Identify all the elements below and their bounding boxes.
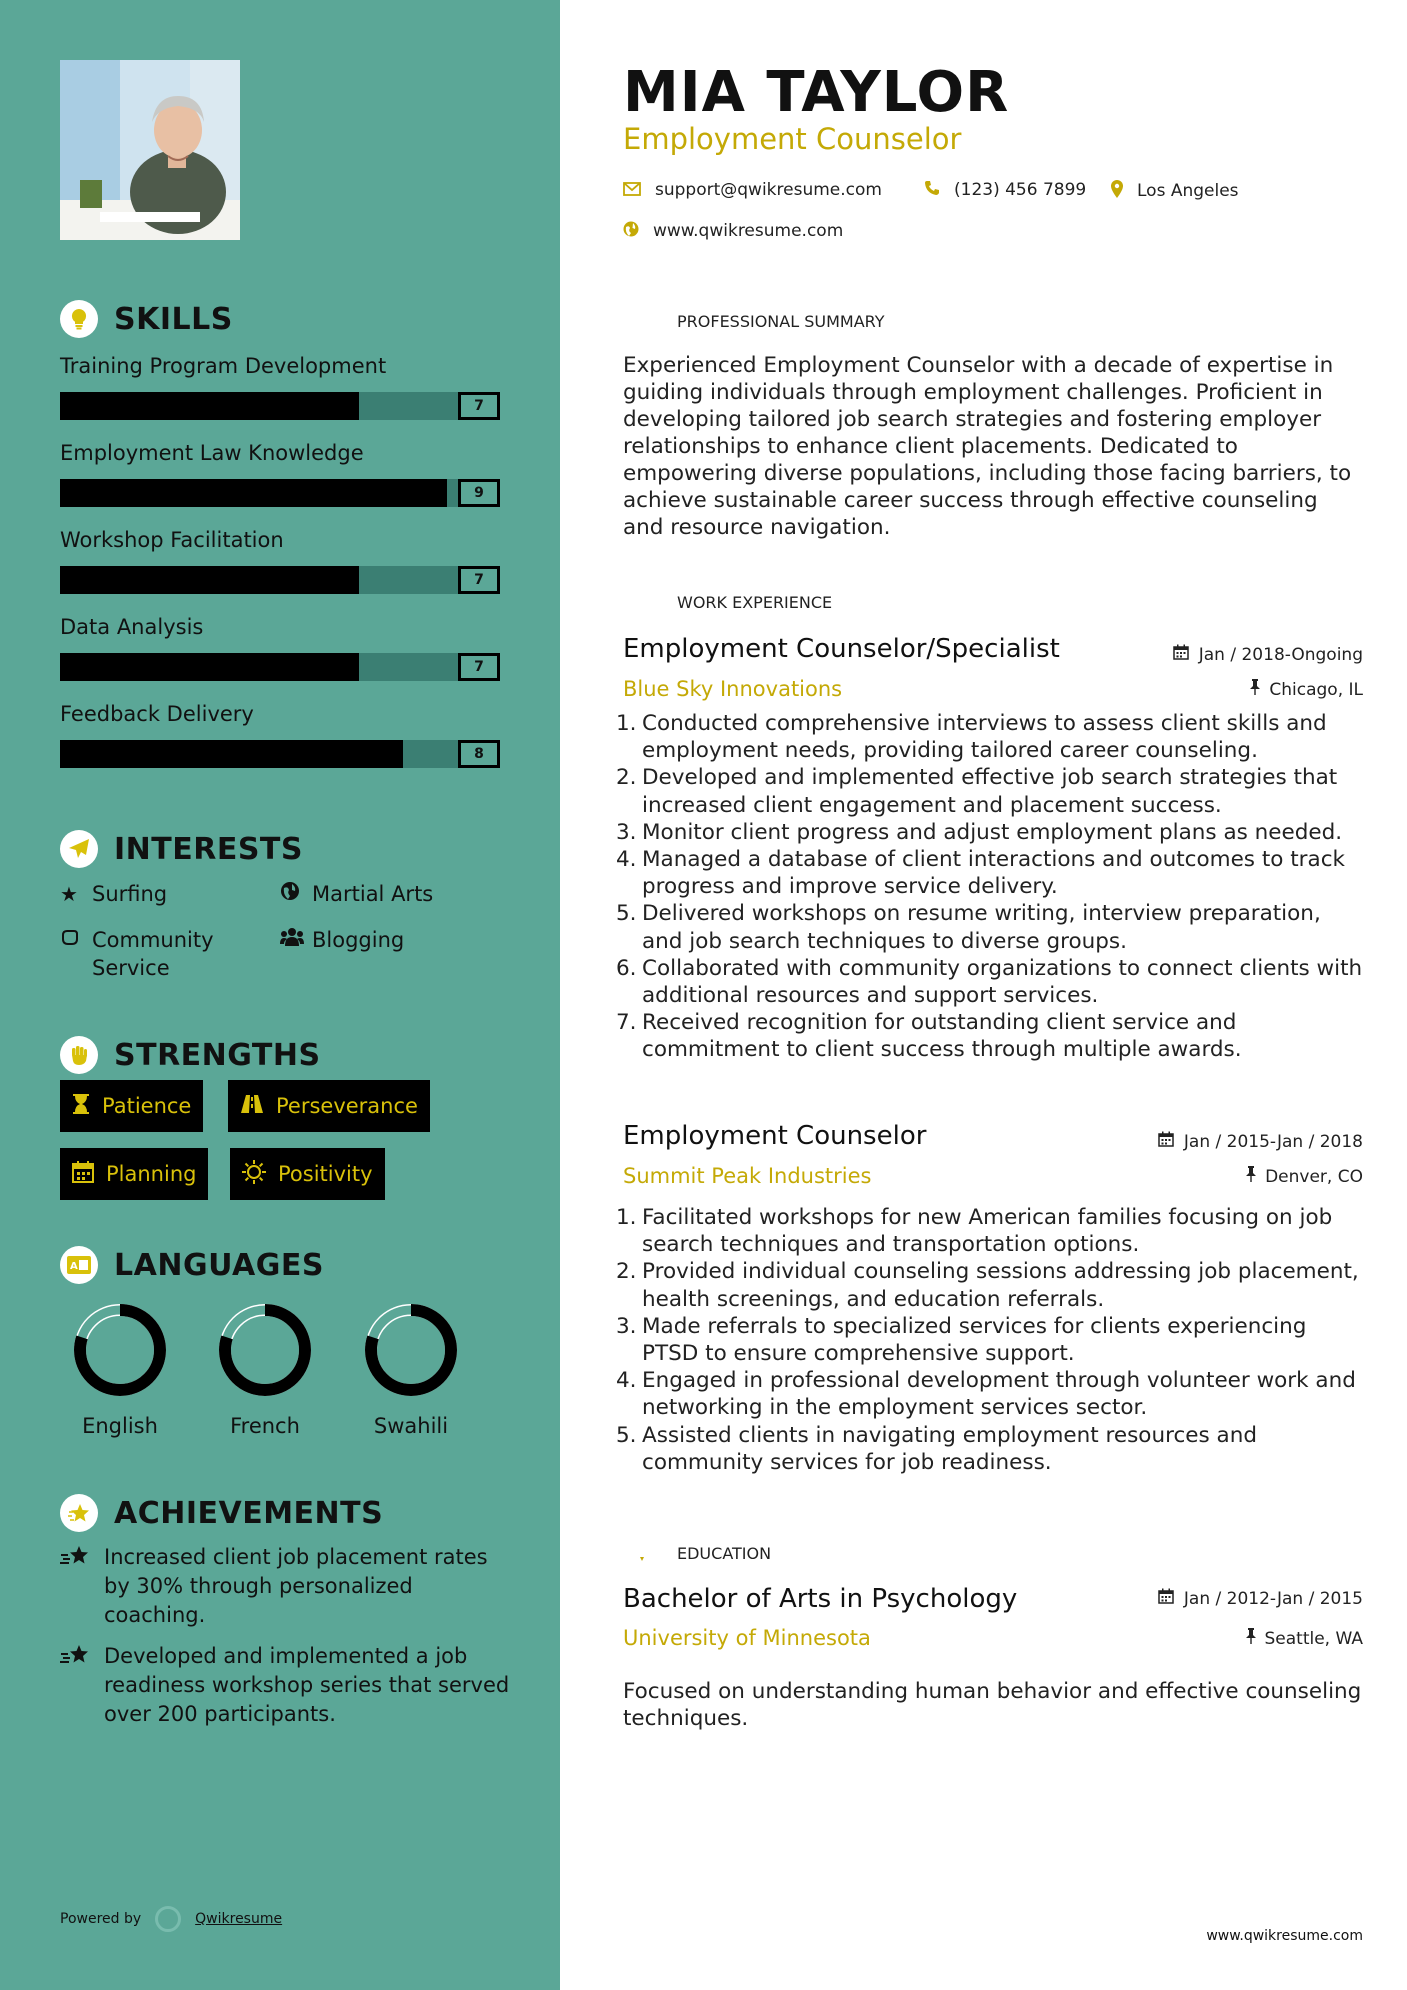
profile-photo bbox=[60, 60, 240, 240]
skills-header bbox=[60, 300, 233, 338]
skill-label: Feedback Delivery bbox=[60, 702, 254, 726]
skill-bar bbox=[60, 740, 500, 768]
achievements-title: ACHIEVEMENTS bbox=[114, 1495, 384, 1531]
interest-blogging bbox=[280, 926, 404, 954]
pushpin-icon bbox=[1249, 679, 1261, 700]
achievement-text: Increased client job placement rates by 30% through personalized coaching. bbox=[104, 1545, 488, 1627]
skill-row bbox=[60, 611, 500, 681]
calendar-icon bbox=[1158, 1131, 1174, 1152]
interest-label: Surfing bbox=[92, 882, 168, 906]
skill-row bbox=[60, 524, 500, 594]
languages-header bbox=[60, 1246, 324, 1284]
skill-level-badge: 9 bbox=[458, 479, 500, 507]
map-pin-icon bbox=[1111, 180, 1123, 202]
calendar-icon bbox=[1158, 1588, 1174, 1609]
bullet-number: 4. bbox=[616, 847, 637, 873]
skill-level-badge: 7 bbox=[458, 566, 500, 594]
skill-bar bbox=[60, 566, 500, 594]
bullet-text: Provided individual counseling sessions addressing job placement, health screenings, and education referrals. bbox=[642, 1259, 1359, 1312]
language-label: French bbox=[230, 1414, 300, 1438]
language-item bbox=[65, 1300, 175, 1438]
strengths-header bbox=[60, 1036, 321, 1074]
language-level-ring bbox=[70, 1300, 170, 1400]
education-degree: Bachelor of Arts in Psychology bbox=[623, 1584, 1018, 1614]
calendar-icon bbox=[1173, 644, 1189, 665]
experience-title: WORK EXPERIENCE bbox=[677, 592, 833, 612]
contact-location bbox=[1111, 180, 1239, 202]
bullet-number: 1. bbox=[616, 711, 637, 736]
interest-community-service bbox=[60, 926, 270, 982]
shooting-star-icon bbox=[60, 1543, 90, 1630]
interests-title: INTERESTS bbox=[114, 831, 303, 867]
skill-level-badge: 7 bbox=[458, 392, 500, 420]
bullet-text: Developed and implemented effective job search strategies that increased client engagement and placement success. bbox=[642, 765, 1338, 818]
bullet-number: 5. bbox=[616, 1422, 637, 1448]
job-location bbox=[1245, 1166, 1363, 1187]
website-link[interactable]: www.qwikresume.com bbox=[653, 221, 844, 241]
job-bullet bbox=[616, 846, 1366, 900]
achievement-item bbox=[60, 1543, 510, 1630]
bullet-number: 1. bbox=[616, 1205, 637, 1230]
job-company: Blue Sky Innovations bbox=[623, 677, 843, 701]
languages-title: LANGUAGES bbox=[114, 1247, 324, 1283]
bullet-text: Collaborated with community organizations to connect clients with additional resources and support services. bbox=[642, 955, 1363, 1009]
footer-url[interactable]: www.qwikresume.com bbox=[1206, 1928, 1363, 1944]
skill-label: Workshop Facilitation bbox=[60, 528, 284, 552]
job-bullet bbox=[616, 955, 1366, 1009]
job-date bbox=[1173, 644, 1363, 665]
education-title: EDUCATION bbox=[677, 1543, 772, 1563]
bullet-number: 2. bbox=[616, 1259, 637, 1285]
language-label: English bbox=[82, 1414, 158, 1438]
bullet-text: Received recognition for outstanding client service and commitment to client success through multiple awards. bbox=[642, 1010, 1242, 1063]
job-bullet bbox=[616, 710, 1366, 764]
globe-icon bbox=[280, 880, 302, 908]
strength-chip-perseverance bbox=[228, 1080, 430, 1132]
skill-bar-fill bbox=[60, 740, 403, 768]
pushpin-icon bbox=[1245, 1628, 1257, 1649]
achievement-text: Developed and implemented a job readiness workshop series that served over 200 participants. bbox=[104, 1644, 510, 1726]
bullet-number: 6. bbox=[616, 955, 637, 981]
job-bullet bbox=[616, 1204, 1366, 1258]
qwikresume-link[interactable]: Qwikresume bbox=[195, 1911, 283, 1927]
user-icon bbox=[623, 302, 661, 340]
job-bullet bbox=[616, 1367, 1366, 1421]
contact-email bbox=[623, 180, 882, 200]
phone-icon bbox=[924, 180, 940, 200]
fist-icon bbox=[60, 1036, 98, 1074]
bullet-number: 3. bbox=[616, 1313, 637, 1339]
bullet-number: 7. bbox=[616, 1010, 637, 1036]
job-bullet bbox=[616, 764, 1366, 818]
bullet-text: Managed a database of client interactions and outcomes to track progress and improve service delivery. bbox=[642, 847, 1345, 900]
road-icon bbox=[240, 1094, 264, 1119]
briefcase-chair-icon bbox=[623, 583, 661, 621]
education-date-text: Jan / 2012-Jan / 2015 bbox=[1183, 1588, 1363, 1609]
strength-chip-patience bbox=[60, 1080, 203, 1132]
job-location-text: Denver, CO bbox=[1265, 1166, 1363, 1187]
powered-by bbox=[60, 1906, 282, 1932]
skill-row bbox=[60, 437, 500, 507]
paper-plane-icon bbox=[60, 830, 98, 868]
strength-chip-positivity bbox=[230, 1148, 385, 1200]
email-link[interactable]: support@qwikresume.com bbox=[655, 180, 882, 200]
skill-bar-fill bbox=[60, 653, 359, 681]
job-bullet bbox=[616, 900, 1366, 954]
candidate-role: Employment Counselor bbox=[623, 122, 962, 156]
job-location-text: Chicago, IL bbox=[1269, 679, 1363, 700]
interests-header bbox=[60, 830, 303, 868]
bullet-text: Made referrals to specialized services for clients experiencing PTSD to ensure comprehensive support. bbox=[642, 1313, 1307, 1367]
education-description: Focused on understanding human behavior and effective counseling techniques. bbox=[623, 1679, 1362, 1731]
hourglass-icon bbox=[72, 1093, 90, 1120]
bullet-text: Monitor client progress and adjust employment plans as needed. bbox=[642, 819, 1343, 845]
star-icon: ★ bbox=[60, 882, 78, 906]
summary-text: Experienced Employment Counselor with a decade of expertise in guiding individuals through employment challenges. Proficient in developing tailored job search strategies and fostering employer relationships to enhance client placements. Dedicated to empowering diverse populations, including those facing barriers, to achieve sustainable career success through effective counseling and resource navigation. bbox=[623, 353, 1352, 540]
powered-by-label: Powered by bbox=[60, 1911, 142, 1927]
language-item bbox=[210, 1300, 320, 1438]
skill-bar-fill bbox=[60, 566, 359, 594]
job-bullet bbox=[616, 819, 1366, 846]
hand-icon bbox=[60, 926, 82, 954]
skill-label: Training Program Development bbox=[60, 354, 387, 378]
bullet-text: Assisted clients in navigating employment resources and community services for job readiness. bbox=[642, 1422, 1257, 1475]
bullet-number: 5. bbox=[616, 901, 637, 927]
skill-row bbox=[60, 350, 500, 420]
job-location bbox=[1249, 679, 1363, 700]
education-school: University of Minnesota bbox=[623, 1626, 871, 1650]
summary-header bbox=[623, 302, 885, 340]
job-bullet bbox=[616, 1258, 1366, 1312]
language-level-ring bbox=[215, 1300, 315, 1400]
education-location-text: Seattle, WA bbox=[1264, 1628, 1363, 1649]
job-date-text: Jan / 2015-Jan / 2018 bbox=[1183, 1131, 1363, 1152]
skill-bar bbox=[60, 653, 500, 681]
lightbulb-icon bbox=[60, 300, 98, 338]
job-title: Employment Counselor/Specialist bbox=[623, 634, 1060, 664]
svg-text:A: A bbox=[70, 1261, 78, 1272]
star-badge-icon bbox=[60, 1494, 98, 1532]
sidebar bbox=[0, 0, 560, 1990]
strength-label: Positivity bbox=[278, 1162, 373, 1186]
language-card-icon bbox=[60, 1246, 98, 1284]
education-header bbox=[623, 1534, 771, 1572]
interest-martial-arts bbox=[280, 880, 433, 908]
contact-phone bbox=[924, 180, 1086, 200]
skill-row bbox=[60, 698, 500, 768]
shooting-star-icon bbox=[60, 1642, 90, 1729]
skill-level-badge: 7 bbox=[458, 653, 500, 681]
bullet-number: 2. bbox=[616, 765, 637, 791]
job-bullet bbox=[616, 1009, 1366, 1063]
job-bullet bbox=[616, 1422, 1366, 1476]
users-icon bbox=[280, 926, 302, 954]
interest-label: Blogging bbox=[312, 928, 405, 952]
job-bullet bbox=[616, 1313, 1366, 1367]
bullet-text: Conducted comprehensive interviews to assess client skills and employment needs, providing tailored career counseling. bbox=[642, 711, 1327, 764]
calendar-icon bbox=[72, 1161, 94, 1188]
candidate-name: MIA TAYLOR bbox=[623, 60, 1010, 125]
achievement-item bbox=[60, 1642, 510, 1729]
language-item bbox=[356, 1300, 466, 1438]
graduate-icon bbox=[623, 1534, 661, 1572]
pushpin-icon bbox=[1245, 1166, 1257, 1187]
strength-chip-planning bbox=[60, 1148, 208, 1200]
job-bullets bbox=[616, 710, 1366, 1064]
contact-website bbox=[623, 221, 843, 241]
envelope-icon bbox=[623, 181, 641, 200]
job-title: Employment Counselor bbox=[623, 1121, 927, 1151]
globe-icon bbox=[623, 221, 639, 241]
job-date-text: Jan / 2018-Ongoing bbox=[1198, 644, 1363, 665]
interest-surfing bbox=[60, 880, 167, 908]
qwikresume-logo-icon bbox=[155, 1906, 181, 1932]
job-date bbox=[1158, 1131, 1363, 1152]
strength-label: Patience bbox=[102, 1094, 192, 1118]
phone-text: (123) 456 7899 bbox=[954, 180, 1087, 200]
strength-label: Planning bbox=[106, 1162, 197, 1186]
skill-level-badge: 8 bbox=[458, 740, 500, 768]
bullet-text: Facilitated workshops for new American families focusing on job search techniques and transportation options. bbox=[642, 1205, 1333, 1258]
interest-label: Community Service bbox=[92, 928, 214, 980]
bullet-number: 3. bbox=[616, 819, 637, 845]
education-location bbox=[1245, 1628, 1364, 1649]
sun-icon bbox=[242, 1160, 266, 1189]
skill-bar bbox=[60, 392, 500, 420]
skill-bar-fill bbox=[60, 392, 359, 420]
job-bullets bbox=[616, 1204, 1366, 1476]
bullet-number: 4. bbox=[616, 1368, 637, 1394]
skill-bar bbox=[60, 479, 500, 507]
interest-label: Martial Arts bbox=[312, 882, 434, 906]
education-date bbox=[1158, 1588, 1363, 1609]
achievements-header bbox=[60, 1494, 383, 1532]
language-level-ring bbox=[361, 1300, 461, 1400]
bullet-text: Engaged in professional development through volunteer work and networking in the employment services sector. bbox=[642, 1368, 1356, 1421]
skill-bar-fill bbox=[60, 479, 447, 507]
bullet-text: Delivered workshops on resume writing, interview preparation, and job search techniques to diverse groups. bbox=[642, 901, 1321, 954]
strengths-title: STRENGTHS bbox=[114, 1037, 321, 1073]
language-label: Swahili bbox=[373, 1414, 449, 1438]
experience-header bbox=[623, 583, 832, 621]
job-company: Summit Peak Industries bbox=[623, 1164, 872, 1188]
summary-title: PROFESSIONAL SUMMARY bbox=[677, 311, 885, 331]
skills-title: SKILLS bbox=[114, 301, 233, 337]
skill-label: Data Analysis bbox=[60, 615, 204, 639]
location-text: Los Angeles bbox=[1137, 181, 1239, 201]
skill-label: Employment Law Knowledge bbox=[60, 441, 364, 465]
strength-label: Perseverance bbox=[276, 1094, 418, 1118]
